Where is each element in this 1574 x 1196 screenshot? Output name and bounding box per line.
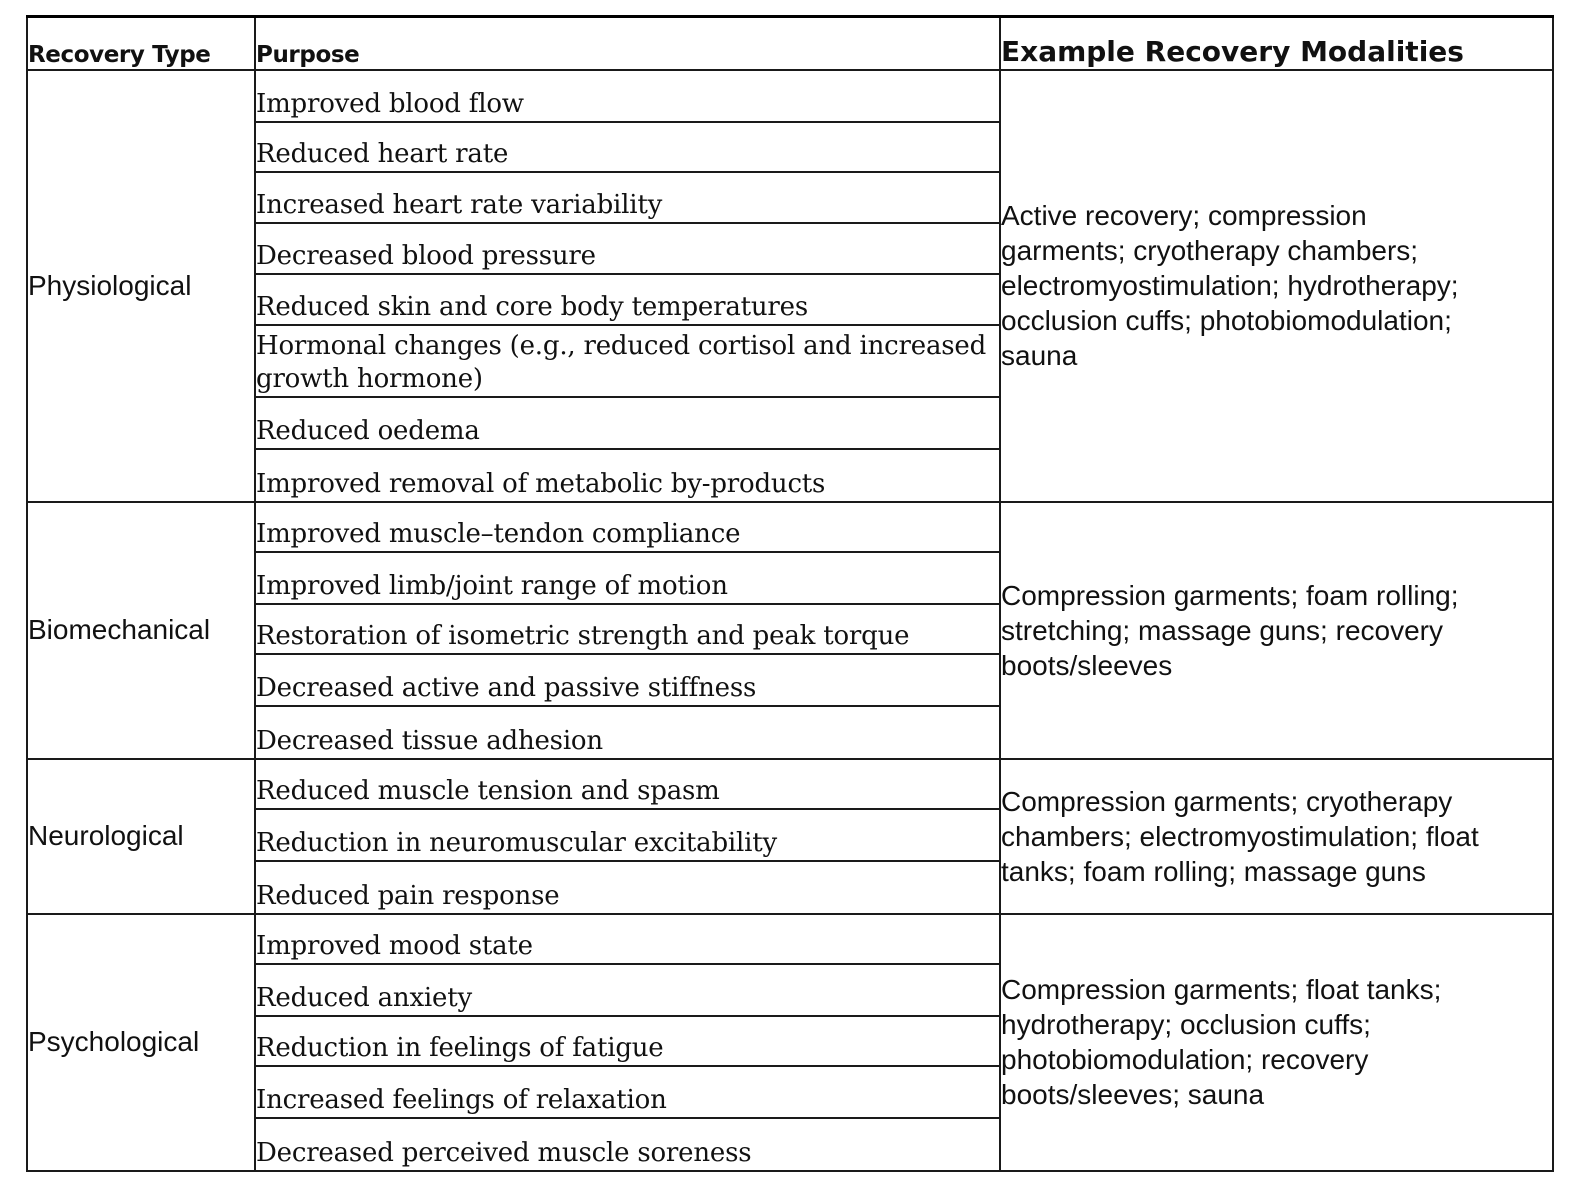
modalities-neurological: Compression garments; cryotherapy chambers; electromyostimulation; float tanks; foam rolling; massage guns bbox=[1000, 759, 1553, 914]
table-row bbox=[27, 759, 1553, 809]
purpose-cell: Reduced anxiety bbox=[255, 964, 1000, 1016]
purpose-cell: Reduced muscle tension and spasm bbox=[255, 759, 1000, 809]
modalities-biomechanical: Compression garments; foam rolling; stretching; massage guns; recovery boots/sleeves bbox=[1000, 502, 1553, 759]
purpose-cell: Improved muscle–tendon compliance bbox=[255, 502, 1000, 552]
purpose-cell: Increased heart rate variability bbox=[255, 172, 1000, 223]
purpose-cell: Improved removal of metabolic by-products bbox=[255, 449, 1000, 502]
header-recovery-type: Recovery Type bbox=[27, 17, 255, 70]
modalities-physiological: Active recovery; compression garments; cryotherapy chambers; electromyostimulation; hydrotherapy; occlusion cuffs; photobiomodulation; sauna bbox=[1000, 70, 1553, 502]
purpose-cell: Restoration of isometric strength and peak torque bbox=[255, 604, 1000, 654]
header-purpose: Purpose bbox=[255, 17, 1000, 70]
purpose-cell: Reduced heart rate bbox=[255, 122, 1000, 172]
header-row bbox=[27, 17, 1553, 70]
purpose-cell: Improved blood flow bbox=[255, 70, 1000, 122]
recovery-type-biomechanical: Biomechanical bbox=[27, 502, 255, 759]
purpose-cell: Decreased perceived muscle soreness bbox=[255, 1118, 1000, 1171]
table-row bbox=[27, 914, 1553, 964]
recovery-type-physiological: Physiological bbox=[27, 70, 255, 502]
purpose-cell: Improved limb/joint range of motion bbox=[255, 552, 1000, 604]
recovery-type-neurological: Neurological bbox=[27, 759, 255, 914]
purpose-cell: Decreased blood pressure bbox=[255, 223, 1000, 274]
purpose-cell: Decreased tissue adhesion bbox=[255, 706, 1000, 759]
purpose-cell: Reduced oedema bbox=[255, 397, 1000, 449]
modalities-psychological: Compression garments; float tanks; hydrotherapy; occlusion cuffs; photobiomodulation; recovery boots/sleeves; sauna bbox=[1000, 914, 1553, 1171]
purpose-cell: Decreased active and passive stiffness bbox=[255, 654, 1000, 706]
purpose-cell: Hormonal changes (e.g., reduced cortisol and increased growth hormone) bbox=[255, 325, 1000, 397]
header-modalities: Example Recovery Modalities bbox=[1000, 17, 1553, 70]
purpose-cell: Increased feelings of relaxation bbox=[255, 1066, 1000, 1118]
table-row bbox=[27, 70, 1553, 122]
table-row bbox=[27, 502, 1553, 552]
recovery-table bbox=[26, 15, 1554, 1172]
purpose-cell: Reduction in neuromuscular excitability bbox=[255, 809, 1000, 861]
purpose-cell: Reduced skin and core body temperatures bbox=[255, 274, 1000, 325]
purpose-cell: Improved mood state bbox=[255, 914, 1000, 964]
recovery-type-psychological: Psychological bbox=[27, 914, 255, 1171]
purpose-cell: Reduction in feelings of fatigue bbox=[255, 1016, 1000, 1066]
purpose-cell: Reduced pain response bbox=[255, 861, 1000, 914]
